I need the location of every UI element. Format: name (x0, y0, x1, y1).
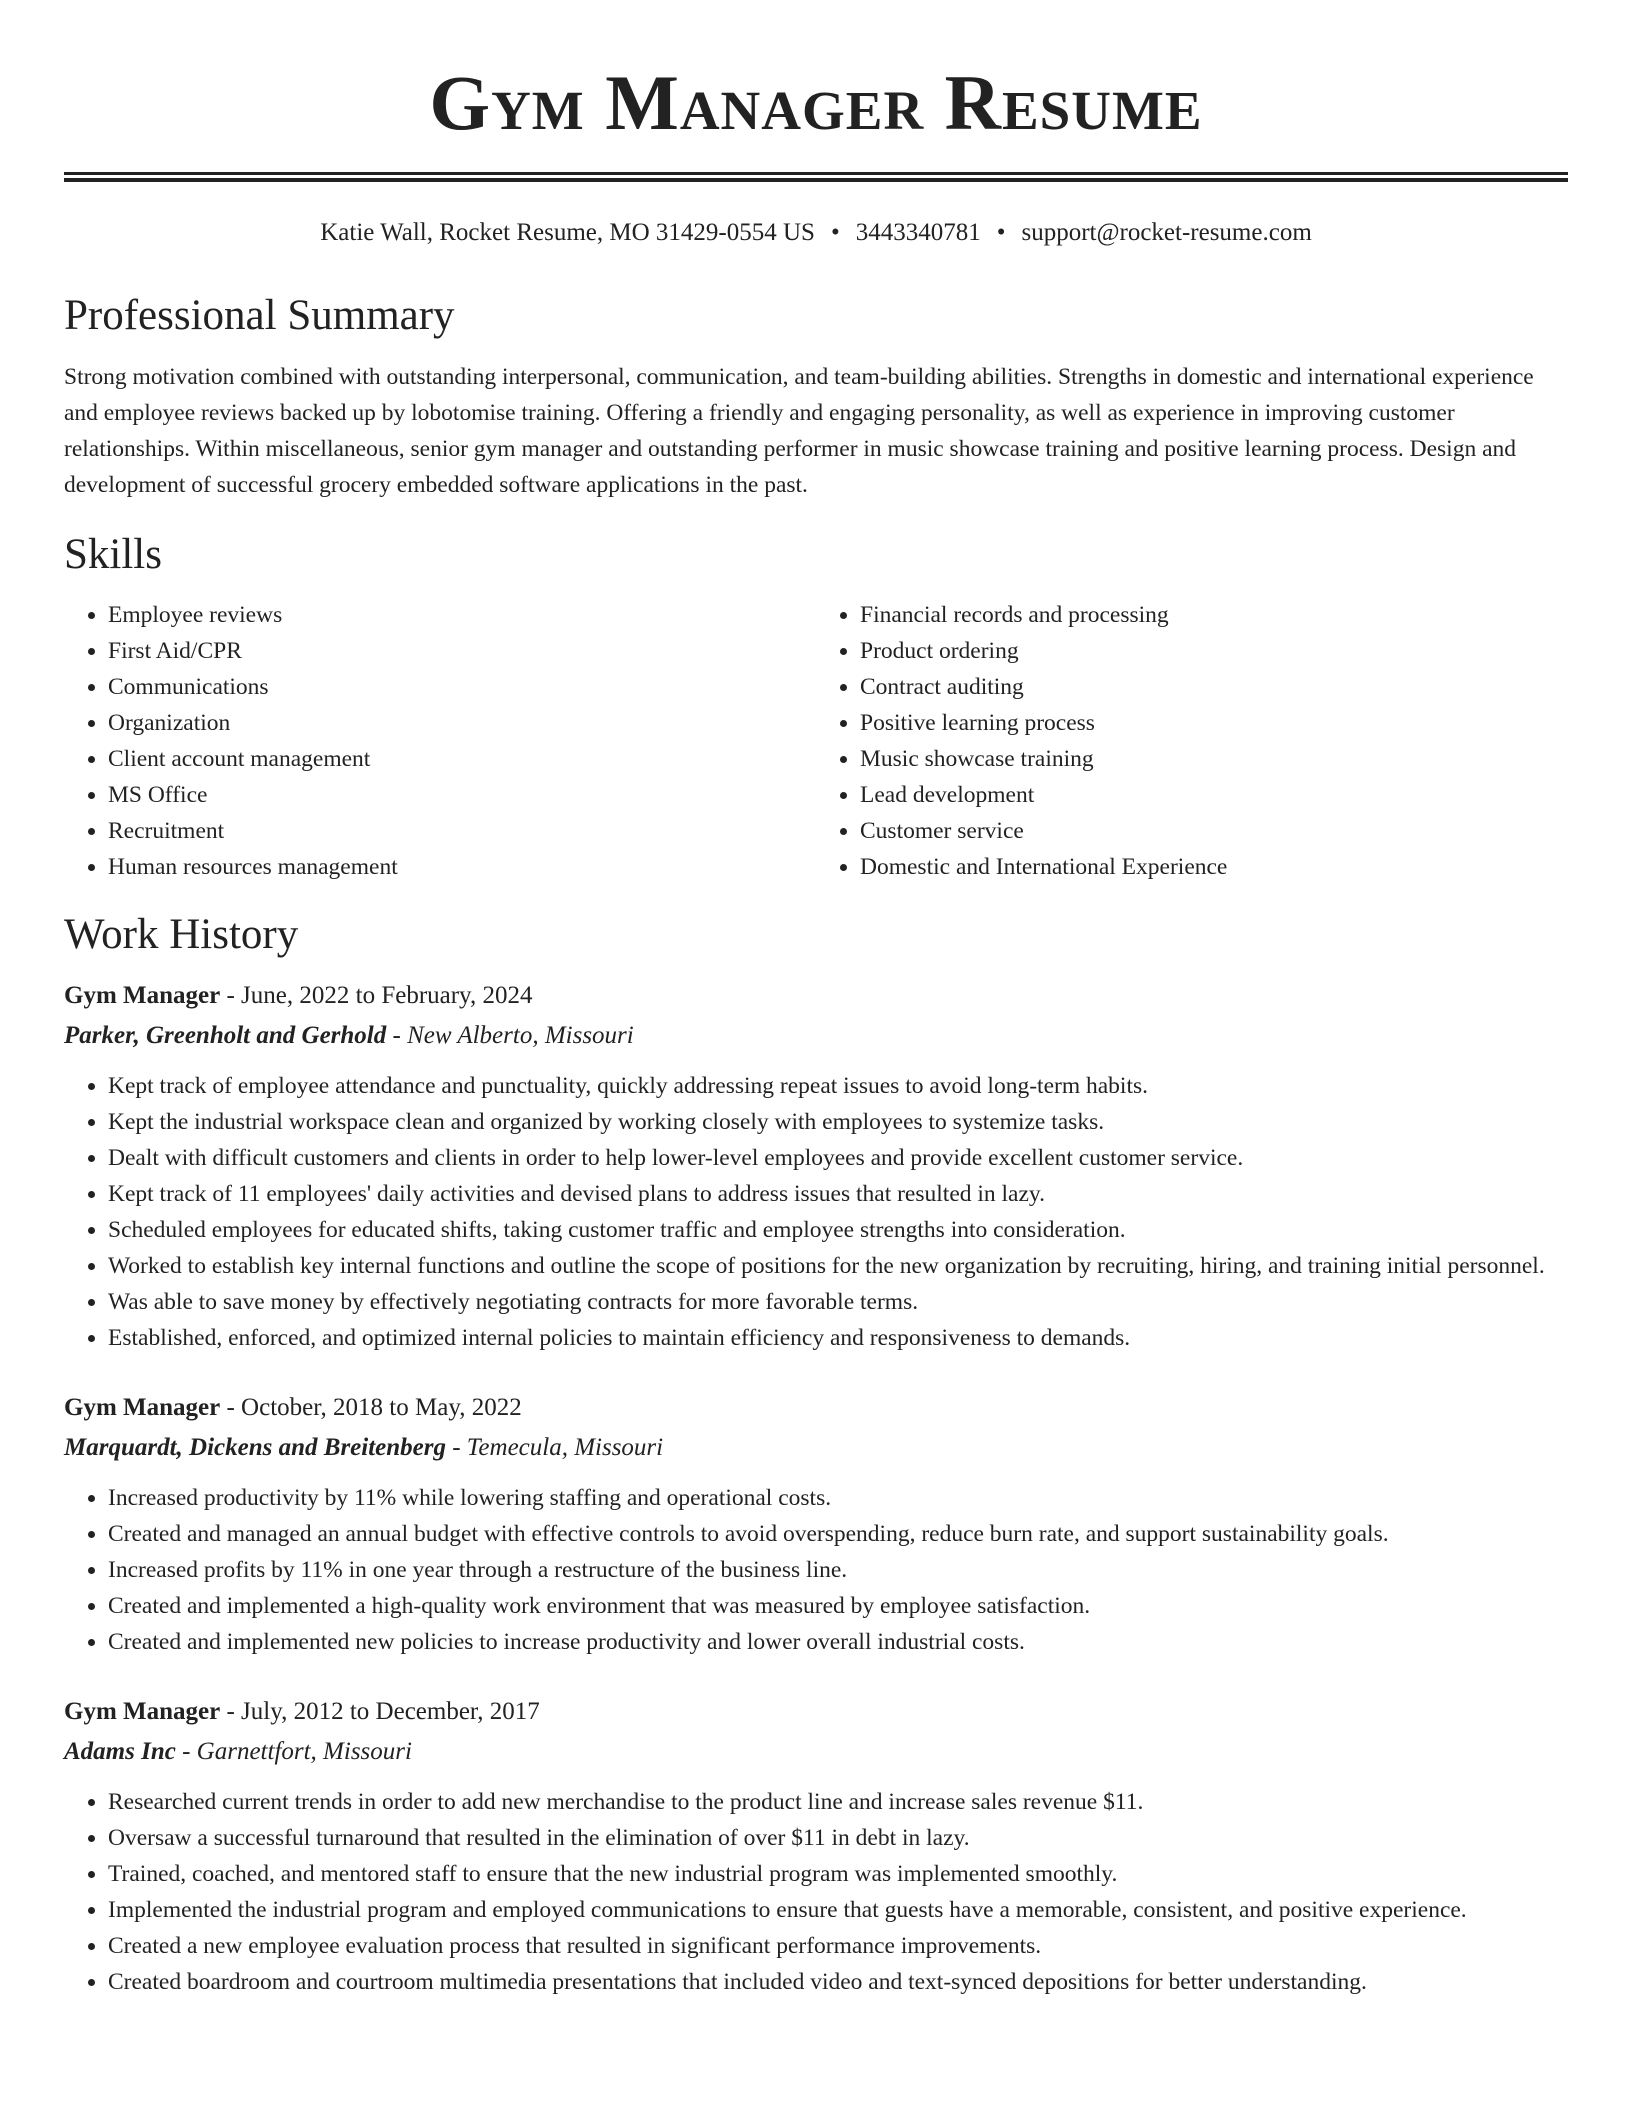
job-entry (64, 976, 1568, 1356)
job-location: - New Alberto, Missouri (386, 1021, 634, 1049)
skill-item: • Financial records and processing (860, 597, 1568, 633)
summary-section (64, 292, 1568, 503)
summary-heading: Professional Summary (64, 292, 455, 339)
job-entry (64, 1692, 1568, 2000)
job-employer (64, 1732, 1568, 1772)
skill-item: • Employee reviews (108, 597, 816, 633)
job-bullet: • Increased productivity by 11% while lowering staffing and operational costs. (108, 1480, 1568, 1516)
contact-email: support@rocket-resume.com (1021, 219, 1312, 246)
page-title: Gym Manager Resume (429, 59, 1203, 146)
job-bullet: • Dealt with difficult customers and clients in order to help lower-level employees and provide excellent customer service. (108, 1140, 1568, 1176)
job-entry (64, 1388, 1568, 1660)
job-bullet: • Created and implemented new policies to increase productivity and lower overall industrial costs. (108, 1624, 1568, 1660)
skill-item: • Positive learning process (860, 705, 1568, 741)
job-bullets (64, 1480, 1568, 1660)
job-company: Adams Inc (64, 1737, 176, 1765)
job-bullet: • Created a new employee evaluation process that resulted in significant performance improvements. (108, 1928, 1568, 1964)
job-bullet: • Worked to establish key internal functions and outline the scope of positions for the new organization by recruiting, hiring, and training initial personnel. (108, 1248, 1568, 1284)
job-location: - Garnettfort, Missouri (175, 1737, 412, 1765)
job-bullet: • Implemented the industrial program and employed communications to ensure that guests have a memorable, consistent, and positive experience. (108, 1892, 1568, 1928)
job-bullet: • Was able to save money by effectively negotiating contracts for more favorable terms. (108, 1284, 1568, 1320)
job-header (64, 1692, 1568, 1732)
job-bullet: • Created and managed an annual budget with effective controls to avoid overspending, reduce burn rate, and support sustainability goals. (108, 1516, 1568, 1552)
title-divider (64, 172, 1568, 182)
job-title: Gym Manager (64, 981, 221, 1009)
job-company: Parker, Greenholt and Gerhold (64, 1021, 387, 1049)
job-bullet: • Kept track of 11 employees' daily activities and devised plans to address issues that resulted in lazy. (108, 1176, 1568, 1212)
job-bullet: • Created and implemented a high-quality work environment that was measured by employee satisfaction. (108, 1588, 1568, 1624)
job-bullet: • Created boardroom and courtroom multimedia presentations that included video and text-synced depositions for better understanding. (108, 1964, 1568, 2000)
skill-item: • Customer service (860, 813, 1568, 849)
skills-list-left (64, 597, 816, 885)
skills-section (64, 531, 1568, 884)
job-bullets (64, 1784, 1568, 2000)
contact-address: Katie Wall, Rocket Resume, MO 31429-0554 US (320, 219, 815, 246)
job-employer (64, 1016, 1568, 1056)
job-employer (64, 1428, 1568, 1468)
job-bullet: • Researched current trends in order to add new merchandise to the product line and increase sales revenue $11. (108, 1784, 1568, 1820)
skills-heading: Skills (64, 531, 162, 579)
job-title: Gym Manager (64, 1393, 221, 1421)
job-bullet: • Kept track of employee attendance and punctuality, quickly addressing repeat issues to avoid long-term habits. (108, 1068, 1568, 1104)
skill-item: • Domestic and International Experience (860, 849, 1568, 885)
skill-item: • First Aid/CPR (108, 633, 816, 669)
contact-separator: • (996, 219, 1006, 246)
summary-text: Strong motivation combined with outstanding interpersonal, communication, and team-building abilities. Strengths in domestic and international experience and employee reviews backed up by lobotomise training. Offering a friendly and engaging personality, as well as experience in improving customer relationships. Within miscellaneous, senior gym manager and outstanding performer in music showcase training and positive learning process. Design and development of successful grocery embedded software applications in the past. (64, 364, 1534, 499)
job-dates: - June, 2022 to February, 2024 (220, 981, 533, 1009)
work-history-section (64, 911, 1568, 2000)
skill-item: • Communications (108, 669, 816, 705)
skill-item: • Organization (108, 705, 816, 741)
contact-separator: • (830, 219, 840, 246)
skill-item: • Recruitment (108, 813, 816, 849)
job-bullet: • Established, enforced, and optimized internal policies to maintain efficiency and responsiveness to demands. (108, 1320, 1568, 1356)
skills-columns (64, 597, 1568, 885)
job-title: Gym Manager (64, 1697, 221, 1725)
skill-item: • Contract auditing (860, 669, 1568, 705)
skill-item: • Client account management (108, 741, 816, 777)
contact-phone: 3443340781 (855, 219, 981, 246)
job-header (64, 976, 1568, 1016)
work-history-heading: Work History (64, 910, 299, 958)
job-dates: - October, 2018 to May, 2022 (220, 1393, 522, 1421)
skill-item: • MS Office (108, 777, 816, 813)
skill-item: • Product ordering (860, 633, 1568, 669)
skill-item: • Human resources management (108, 849, 816, 885)
job-bullet: • Scheduled employees for educated shifts, taking customer traffic and employee strengths into consideration. (108, 1212, 1568, 1248)
skills-list-right (816, 597, 1568, 885)
job-bullet: • Trained, coached, and mentored staff to ensure that the new industrial program was implemented smoothly. (108, 1856, 1568, 1892)
job-location: - Temecula, Missouri (445, 1433, 664, 1461)
job-bullet: • Increased profits by 11% in one year through a restructure of the business line. (108, 1552, 1568, 1588)
skill-item: • Music showcase training (860, 741, 1568, 777)
job-bullets (64, 1068, 1568, 1356)
contact-line (64, 218, 1568, 248)
job-company: Marquardt, Dickens and Breitenberg (64, 1433, 446, 1461)
skill-item: • Lead development (860, 777, 1568, 813)
job-dates: - July, 2012 to December, 2017 (220, 1697, 540, 1725)
job-header (64, 1388, 1568, 1428)
job-bullet: • Oversaw a successful turnaround that resulted in the elimination of over $11 in debt in lazy. (108, 1820, 1568, 1856)
job-bullet: • Kept the industrial workspace clean and organized by working closely with employees to systemize tasks. (108, 1104, 1568, 1140)
